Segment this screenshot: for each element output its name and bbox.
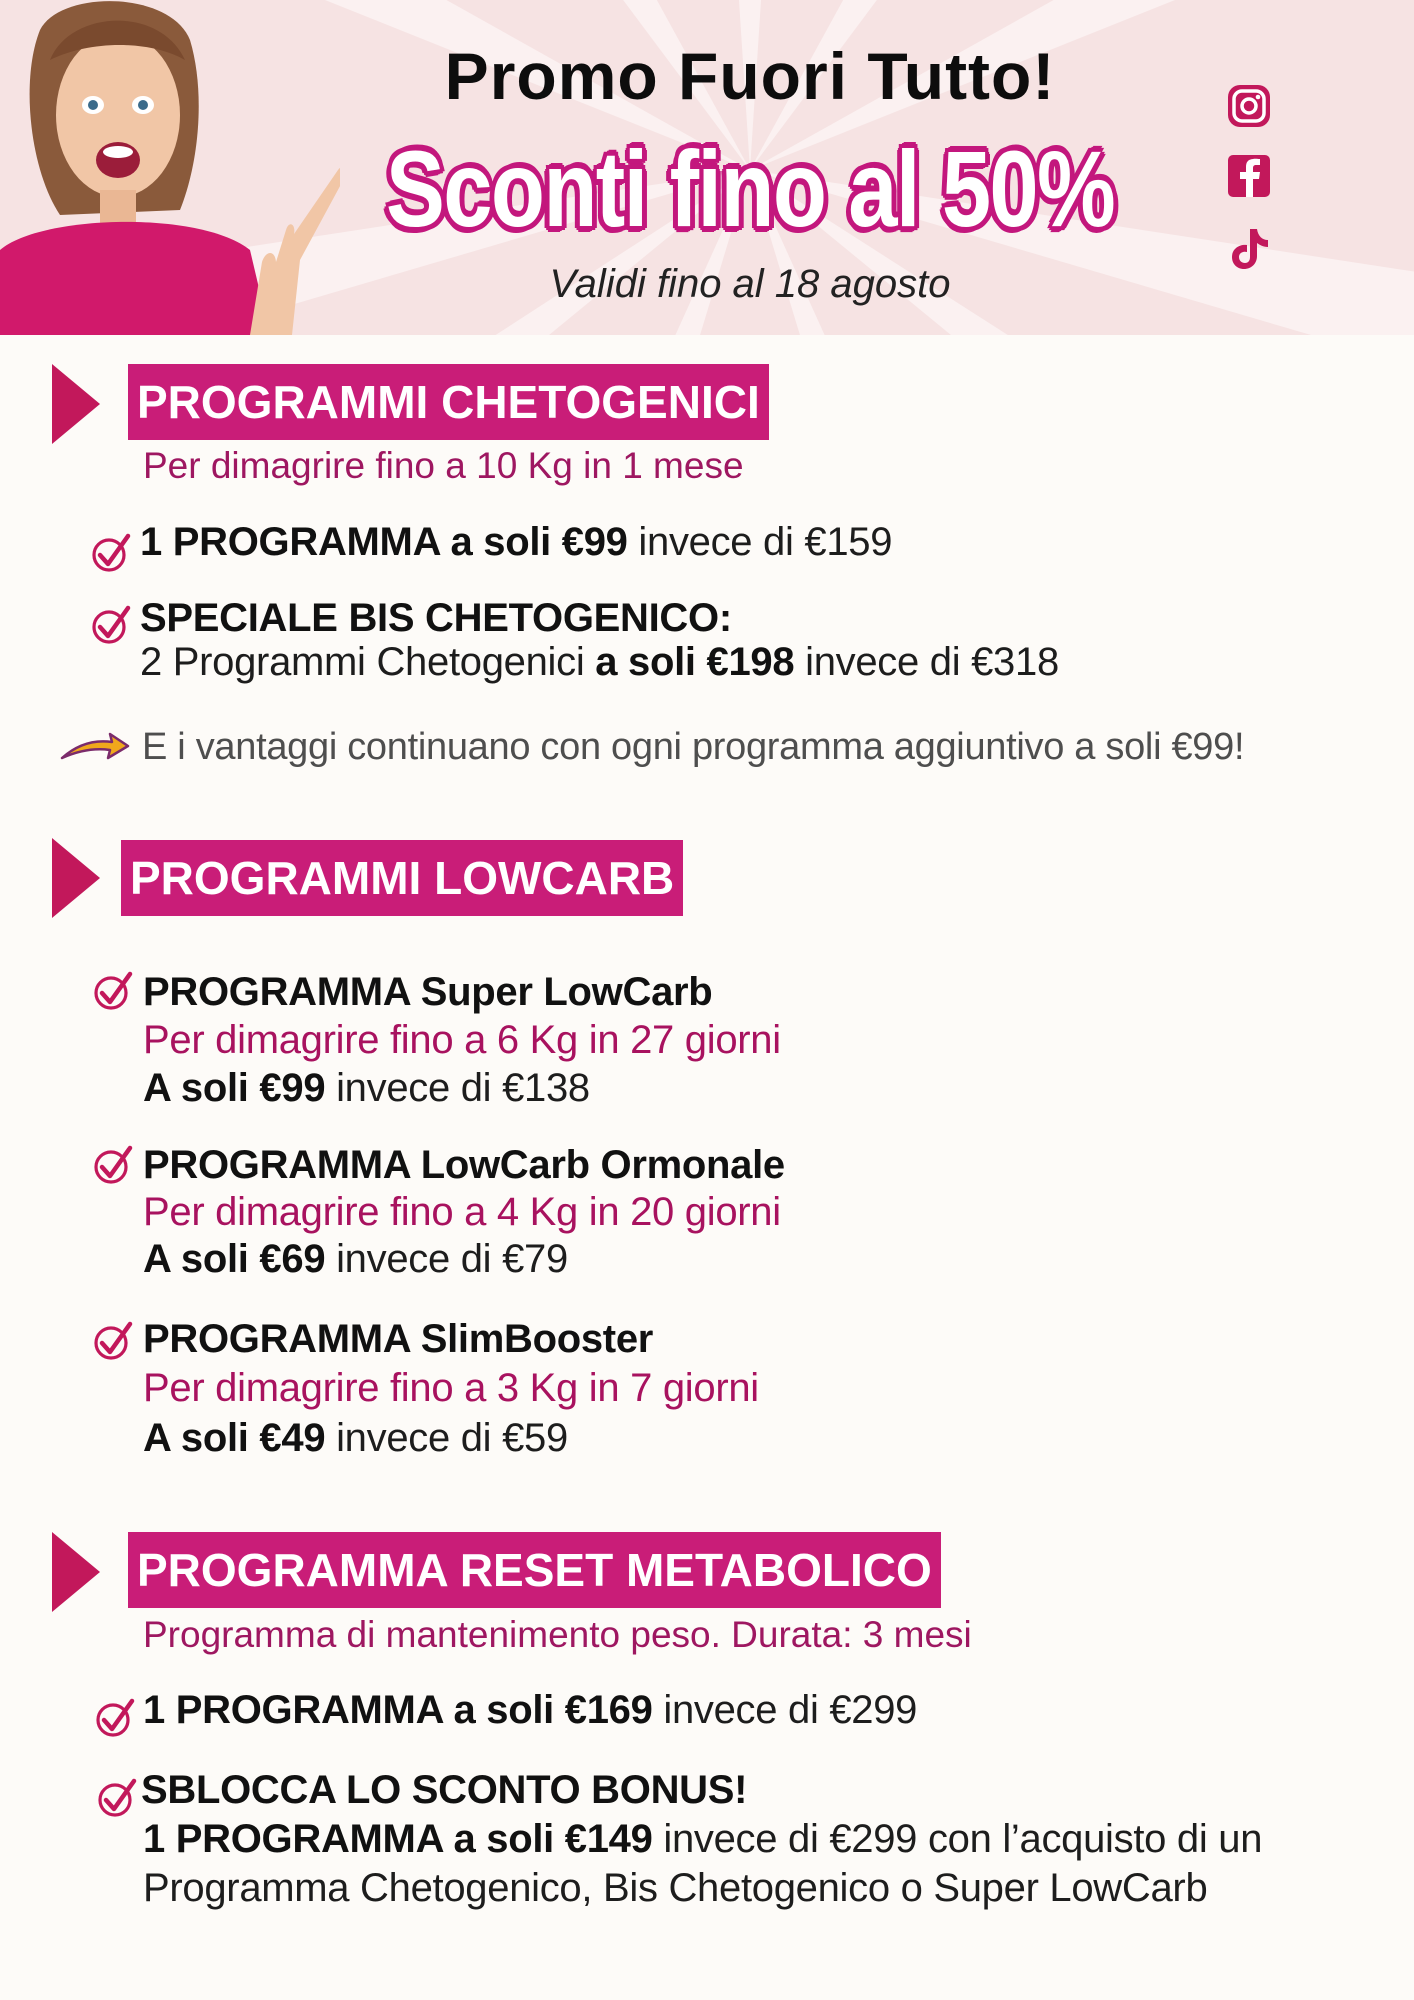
section-marker-icon	[52, 364, 100, 444]
lowcarb-item-price: A soli €69 invece di €79	[143, 1237, 568, 1281]
check-icon	[90, 1142, 136, 1188]
reset-subtitle: Programma di mantenimento peso. Durata: 3 mesi	[143, 1614, 972, 1655]
check-icon	[90, 1318, 136, 1364]
section-title-keto: PROGRAMMI CHETOGENICI	[128, 364, 769, 440]
keto-note: E i vantaggi continuano con ogni programma aggiuntivo a soli €99!	[142, 726, 1245, 768]
check-icon	[92, 1695, 138, 1741]
check-icon	[90, 968, 136, 1014]
arrow-right-icon	[60, 728, 130, 764]
keto-subtitle: Per dimagrire fino a 10 Kg in 1 mese	[143, 445, 744, 486]
keto-bis-heading: SPECIALE BIS CHETOGENICO:	[140, 596, 732, 640]
section-marker-icon	[52, 838, 100, 918]
check-icon	[88, 602, 134, 648]
reset-bonus-heading: SBLOCCA LO SCONTO BONUS!	[141, 1768, 748, 1812]
section-title-reset: PROGRAMMA RESET METABOLICO	[128, 1532, 941, 1608]
check-icon	[88, 530, 134, 576]
section-title-lowcarb: PROGRAMMI LOWCARB	[121, 840, 683, 916]
keto-offer-single: 1 PROGRAMMA a soli €99 invece di €159	[140, 520, 893, 564]
lowcarb-item-name: PROGRAMMA Super LowCarb	[143, 970, 713, 1014]
keto-bis-offer: 2 Programmi Chetogenici a soli €198 invece di €318	[140, 640, 1059, 684]
lowcarb-item-name: PROGRAMMA LowCarb Ormonale	[143, 1143, 785, 1187]
reset-bonus-condition: Programma Chetogenico, Bis Chetogenico o Super LowCarb	[143, 1866, 1208, 1910]
promo-title: Promo Fuori Tutto!	[444, 39, 1056, 113]
lowcarb-item-price: A soli €99 invece di €138	[143, 1066, 590, 1110]
facebook-icon[interactable]	[1224, 151, 1274, 201]
validity-text: Validi fino al 18 agosto	[549, 262, 951, 306]
check-icon	[94, 1775, 140, 1821]
reset-bonus-offer: 1 PROGRAMMA a soli €149 invece di €299 con l’acquisto di un	[143, 1817, 1263, 1861]
promo-banner	[0, 0, 1414, 335]
lowcarb-item-desc: Per dimagrire fino a 6 Kg in 27 giorni	[143, 1018, 781, 1062]
tiktok-icon[interactable]	[1224, 223, 1274, 273]
discount-headline: Sconti fino al 50%	[385, 128, 1115, 249]
reset-offer-single: 1 PROGRAMMA a soli €169 invece di €299	[143, 1688, 918, 1732]
section-marker-icon	[52, 1532, 100, 1612]
instagram-icon[interactable]	[1224, 81, 1274, 131]
lowcarb-item-desc: Per dimagrire fino a 4 Kg in 20 giorni	[143, 1190, 781, 1234]
lowcarb-item-price: A soli €49 invece di €59	[143, 1416, 568, 1460]
lowcarb-item-desc: Per dimagrire fino a 3 Kg in 7 giorni	[143, 1366, 759, 1410]
lowcarb-item-name: PROGRAMMA SlimBooster	[143, 1317, 654, 1361]
